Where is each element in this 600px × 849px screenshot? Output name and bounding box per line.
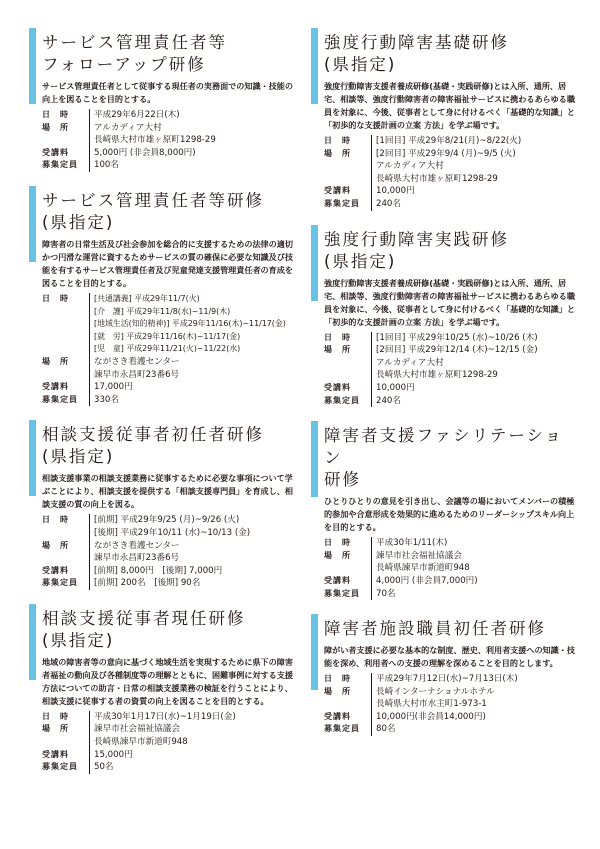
row-label: 場 所 <box>324 345 351 355</box>
row-value: 長崎インターナショナルホテル <box>376 686 495 697</box>
row-label: 募集定員 <box>42 762 78 772</box>
row-value: 長崎県大村市水主町1-973-1 <box>376 699 487 710</box>
row-label: 受講料 <box>42 565 69 575</box>
row-label: 受講料 <box>324 382 351 392</box>
row-label: 募集定員 <box>324 395 360 405</box>
row-value: アルカディア大村 <box>376 357 444 368</box>
row-value: 諫早市社会福祉協議会 <box>94 724 180 735</box>
row-label: 募集定員 <box>324 588 360 598</box>
row-label: 日 時 <box>42 711 69 721</box>
row-value: [前期] 8,000円 [後期] 7,000円 <box>94 565 223 576</box>
course-details <box>42 514 250 590</box>
course-description: 障がい者支援に必要な基本的な制度、歴史、利用者支援への知識・技能を深め、利用者への支援の理解を深めることを目的とします。 <box>324 645 575 669</box>
row-value: 80名 <box>376 724 396 735</box>
row-value: [児 童] 平成29年11/21(火)~11/22(水) <box>94 344 241 354</box>
course-card <box>29 420 297 590</box>
accent-bar <box>29 420 36 496</box>
row-label: 日 時 <box>42 110 69 119</box>
row-label: 日 時 <box>324 674 351 684</box>
course-description: 強度行動障害支援者養成研修(基礎・実践研修)とは入所、通所、居宅、相談等、強度行動障害者の障害福祉サービスに携わるあらゆる職員を対象に、今後、従事者として身に付けるべく「基礎的な知識」と「初歩的な支援計画の立案 方法」を学ぶ場です。 <box>324 277 575 327</box>
row-label: 場 所 <box>42 122 69 132</box>
row-value: アルカディア大村 <box>94 122 162 133</box>
course-title: 障害者施設職員初任者研修 <box>324 619 546 639</box>
course-details <box>42 109 216 172</box>
row-label: 日 時 <box>324 538 351 548</box>
row-value: [前期] 平成29年9/25 (月)~9/26 (火) <box>94 515 240 526</box>
row-value: 240名 <box>376 198 401 209</box>
course-card <box>311 614 579 736</box>
accent-bar <box>311 225 318 301</box>
course-details <box>324 537 478 600</box>
accent-bar <box>29 186 36 262</box>
row-value: 長崎県大村市雄ヶ原町1298-29 <box>376 173 498 184</box>
row-value: 330名 <box>94 394 119 405</box>
row-value: 10,000円 <box>376 186 415 197</box>
row-label: 募集定員 <box>324 724 360 734</box>
course-title: 相談支援従事者初任者研修 (県指定) <box>42 425 264 467</box>
course-description: ひとりひとりの意見を引き出し、会議等の場においてメンバーの積極的参加や合意形成を効果的に進めるためのリーダーシップスキル向上を目的とする。 <box>324 496 575 533</box>
row-value: [共通講義] 平成29年11/7(火) <box>94 293 200 303</box>
course-title: 障害者支援ファシリテーション 研修 <box>324 426 564 490</box>
course-title: 強度行動障害基礎研修 (県指定) <box>324 33 509 74</box>
row-label: 受講料 <box>42 147 69 157</box>
row-value: 5,000円 (非会員8,000円) <box>94 147 196 158</box>
row-label: 場 所 <box>324 550 351 560</box>
row-label: 募集定員 <box>42 578 78 588</box>
row-value: 長崎県諫早市新道町948 <box>94 737 188 748</box>
row-value: 平成29年7月12日(水)~7月13日(木) <box>376 674 518 685</box>
row-value: [1回目] 平成29年8/21(月)~8/22(火) <box>376 136 522 146</box>
row-label: 受講料 <box>324 575 351 585</box>
row-label: 受講料 <box>42 382 69 392</box>
row-value: [前期] 200名 [後期] 90名 <box>94 578 201 589</box>
row-label: 場 所 <box>42 356 69 366</box>
row-label: 募集定員 <box>324 198 360 208</box>
row-value: 240名 <box>376 395 401 406</box>
row-value: [2回目] 平成29年12/14 (木)~12/15 (金) <box>376 345 538 356</box>
course-details <box>324 332 538 408</box>
row-value: ながさき看護センター <box>94 356 180 367</box>
row-label: 場 所 <box>42 724 69 734</box>
row-value: [2回目] 平成29年9/4 (月)~9/5 (火) <box>376 148 516 159</box>
row-value: 平成30年1/11(木) <box>376 538 448 549</box>
right-column <box>311 28 579 750</box>
course-description: 相談支援事業の相談支援業務に従事するために必要な事項について学ぶことにより、相談支援を提供する「相談支援専門員」を育成し、相談支援の質の向上を図る。 <box>42 473 293 510</box>
course-description: 強度行動障害支援者養成研修(基礎・実践研修)とは入所、通所、居宅、相談等、強度行動障害者の障害福祉サービスに携わるあらゆる職員を対象に、今後、従事者として身に付けるべく「基礎的な知識」と「初歩的な支援計画の立案 方法」を学ぶ場です。 <box>324 81 575 130</box>
row-value: 長崎県大村市雄ヶ原町1298-29 <box>94 135 216 146</box>
course-title: 強度行動障害実践研修 (県指定) <box>324 229 509 271</box>
row-value: 諫早市永昌町23番6号 <box>94 369 180 380</box>
row-label: 日 時 <box>42 515 69 525</box>
accent-bar <box>311 421 318 497</box>
accent-bar <box>29 28 36 104</box>
row-label: 募集定員 <box>42 394 78 404</box>
row-value: 平成29年6月22日(木) <box>94 110 180 120</box>
row-value: [1回目] 平成29年10/25 (水)~10/26 (木) <box>376 332 538 343</box>
accent-bar <box>311 28 318 104</box>
row-value: 70名 <box>376 588 396 599</box>
row-value: 長崎県大村市雄ヶ原町1298-29 <box>376 370 498 381</box>
course-card <box>311 28 579 211</box>
course-card <box>311 225 579 408</box>
row-label: 日 時 <box>42 293 69 303</box>
row-label: 日 時 <box>324 136 351 145</box>
row-value: 17,000円 <box>94 382 133 393</box>
row-label: 受講料 <box>324 186 351 196</box>
course-card <box>311 421 579 600</box>
row-label: 受講料 <box>42 749 69 759</box>
row-value: 10,000円(非会員14,000円) <box>376 711 486 722</box>
course-title: サービス管理責任者等研修 (県指定) <box>42 190 264 232</box>
accent-bar <box>29 604 36 680</box>
course-card <box>29 186 297 406</box>
course-details <box>42 293 286 406</box>
row-value: 諫早市社会福祉協議会 <box>376 550 462 561</box>
row-label: 場 所 <box>324 686 351 696</box>
row-value: [介 護] 平成29年11/8(水)~11/9(木) <box>94 306 231 316</box>
course-title: サービス管理責任者等 フォローアップ研修 <box>42 33 227 74</box>
row-value: 4,000円 (非会員7,000円) <box>376 575 478 586</box>
course-details <box>42 711 236 774</box>
row-value: アルカディア大村 <box>376 161 444 172</box>
left-column <box>29 28 297 788</box>
row-value: 50名 <box>94 762 114 773</box>
course-card <box>29 28 297 172</box>
row-value: [就 労] 平成29年11/16(木)~11/17(金) <box>94 331 241 341</box>
row-label: 募集定員 <box>42 160 78 170</box>
course-description: サービス管理責任者として従事する現任者の実務面での知識・技能の向上を図ることを目的とする。 <box>42 81 293 104</box>
row-value: 15,000円 <box>94 749 133 760</box>
row-value: 100名 <box>94 160 119 171</box>
course-details <box>324 673 518 736</box>
course-description: 障害者の日常生活及び社会参加を総合的に支援するための法律の適切かつ円滑な運営に資するためサービスの質の確保に必要な知識及び技能を有するサービス管理責任者及び児童発達支援管理責任者の育成を図ることを目的とする。 <box>42 238 293 288</box>
row-value: 平成30年1月17日(水)~1月19日(金) <box>94 711 236 722</box>
row-label: 受講料 <box>324 711 351 721</box>
accent-bar <box>311 614 318 690</box>
row-value: [地域生活(知的精神)] 平成29年11/16(木)~11/17(金) <box>94 319 286 329</box>
row-value: 長崎県諫早市新道町948 <box>376 563 470 574</box>
row-value: 10,000円 <box>376 382 415 393</box>
row-label: 場 所 <box>324 148 351 158</box>
row-label: 日 時 <box>324 332 351 342</box>
row-value: 諫早市永昌町23番6号 <box>94 553 180 564</box>
course-description: 地域の障害者等の意向に基づく地域生活を実現するために県下の障害者福祉の動向及び各種制度等の理解とともに、困難事例に対する支援方法についての助言・日常の相談支援業務の検証を行うことにより、相談支援に従事する者の資質の向上を図ることを目的とする。 <box>42 656 293 706</box>
course-title: 相談支援従事者現任研修 (県指定) <box>42 608 246 650</box>
row-value: [後期] 平成29年10/11 (水)~10/13 (金) <box>94 527 251 538</box>
row-value: ながさき看護センター <box>94 540 180 551</box>
course-details <box>324 135 521 211</box>
course-card <box>29 604 297 774</box>
row-label: 場 所 <box>42 540 69 550</box>
